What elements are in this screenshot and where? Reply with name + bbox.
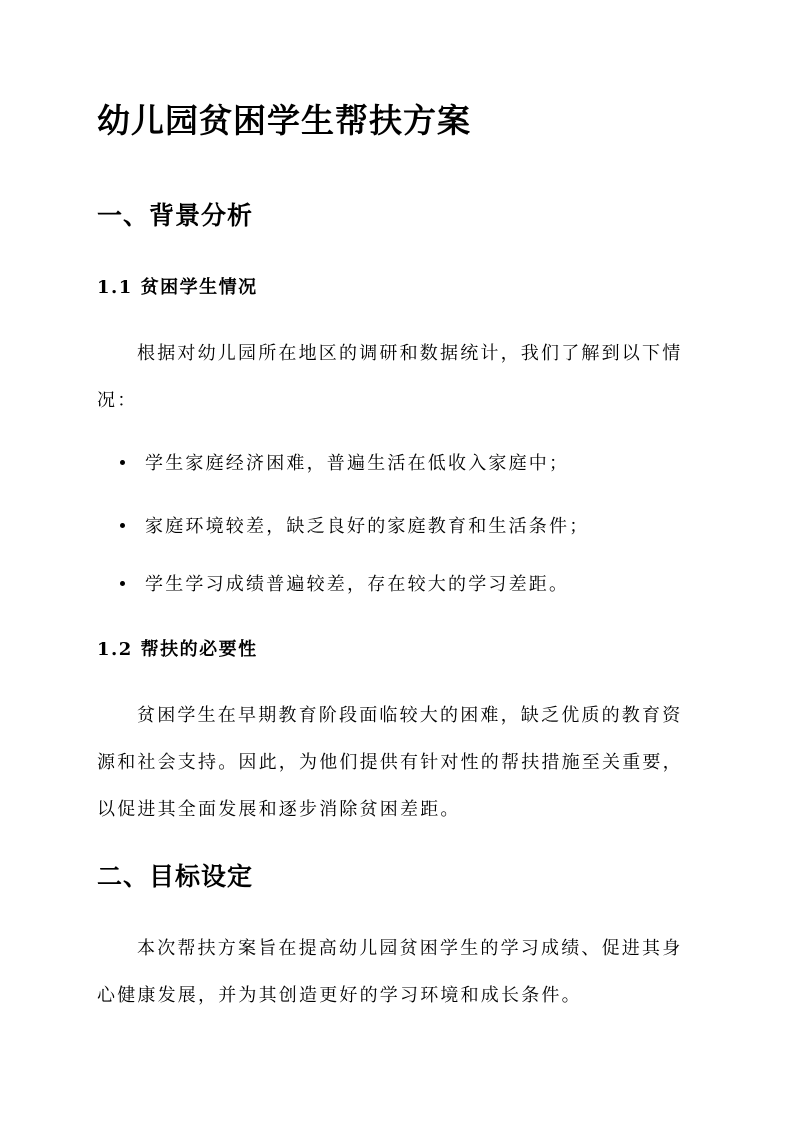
section-heading-goals: 二、目标设定 — [97, 862, 254, 891]
subsection-heading-necessity: 1.2 帮扶的必要性 — [97, 639, 258, 660]
bullet-icon — [120, 460, 125, 465]
bullet-icon — [120, 523, 125, 528]
document-title: 幼儿园贫困学生帮扶方案 — [97, 101, 471, 140]
paragraph-line: 源和社会支持。因此，为他们提供有针对性的帮扶措施至关重要， — [97, 752, 683, 773]
list-item: 家庭环境较差，缺乏良好的家庭教育和生活条件； — [145, 516, 590, 537]
paragraph-line: 本次帮扶方案旨在提高幼儿园贫困学生的学习成绩、促进其身 — [137, 938, 683, 959]
paragraph-line: 心健康发展，并为其创造更好的学习环境和成长条件。 — [97, 985, 582, 1006]
list-item: 学生学习成绩普遍较差，存在较大的学习差距。 — [145, 574, 570, 595]
bullet-icon — [120, 581, 125, 586]
paragraph-line: 贫困学生在早期教育阶段面临较大的困难，缺乏优质的教育资 — [137, 705, 683, 726]
section-heading-background: 一、背景分析 — [97, 201, 254, 230]
paragraph-line: 根据对幼儿园所在地区的调研和数据统计，我们了解到以下情 — [137, 343, 683, 364]
list-item: 学生家庭经济困难，普遍生活在低收入家庭中； — [145, 453, 570, 474]
paragraph-line: 况： — [97, 390, 138, 411]
paragraph-line: 以促进其全面发展和逐步消除贫困差距。 — [97, 799, 461, 820]
subsection-heading-poverty-situation: 1.1 贫困学生情况 — [97, 277, 258, 298]
